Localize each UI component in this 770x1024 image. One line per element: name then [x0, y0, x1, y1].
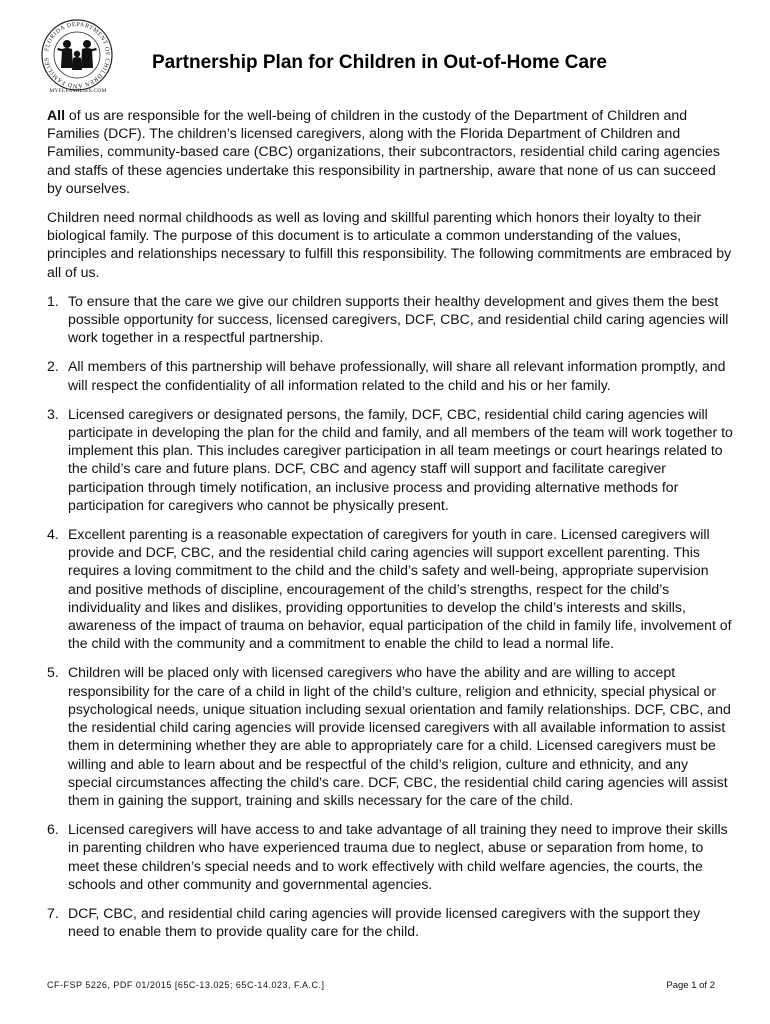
commitments-list [47, 292, 733, 941]
form-identifier: CF-FSP 5226, PDF 01/2015 [65C-13.025; 65C-14.023, F.A.C.] [47, 980, 325, 990]
page-number: Page 1 of 2 [666, 980, 715, 991]
svg-text:FLORIDA DEPARTMENT OF CHILDREN: FLORIDA DEPARTMENT OF CHILDREN AND FAMILIES [44, 21, 111, 89]
item-text: Licensed caregivers or designated persons, the family, DCF, CBC, residential child caring agencies will participate in developing the plan for the child and family, and all members of the team will work together to implement this plan. This includes caregiver participation in all team meetings or court hearings related to the child’s care and future plans. DCF, CBC and agency staff will support and facilitate caregiver participation through timely notification, an inclusive process and providing alternative methods for participation for caregivers who cannot be physically present. [68, 405, 733, 513]
item-number: 4. [47, 526, 59, 543]
intro-lead-word: All [47, 107, 66, 123]
intro-paragraph-1-text: of us are responsible for the well-being of children in the custody of the Department of Children and Families (DCF). The children’s licensed caregivers, along with the Florida Department of Children and Families, community-based care (CBC) organizations, their subcontractors, residential child caring agencies and staffs of these agencies undertake this responsibility in partnership, aware that none of us can succeed by ourselves. [47, 107, 720, 196]
item-number: 7. [47, 904, 59, 921]
intro-paragraph-2: Children need normal childhoods as well as loving and skillful parenting which honors their loyalty to their biological family. The purpose of this document is to articulate a common understanding of the values, principles and relationships necessary to fulfill this responsibility. The following commitments are embraced by all of us. [47, 209, 732, 280]
item-text: Licensed caregivers will have access to and take advantage of all training they need to improve their skills in parenting children who have experienced trauma due to neglect, abuse or separation from home, to meet these children’s special needs and to work effectively with child welfare agencies, the courts, the schools and other community and governmental agencies. [68, 821, 728, 892]
item-text: All members of this partnership will behave professionally, will share all relevant information promptly, and will respect the confidentiality of all information related to the child and his or her family. [68, 358, 726, 393]
item-number: 3. [47, 405, 59, 422]
dcf-seal-logo [40, 18, 114, 92]
intro-paragraph-1 [47, 106, 733, 197]
commitment-item [47, 820, 733, 893]
commitment-item [47, 292, 733, 347]
commitment-item [47, 405, 733, 514]
item-text: DCF, CBC, and residential child caring agencies will provide licensed caregivers with the support they need to enable them to provide quality care for the child. [68, 904, 701, 940]
commitment-item [47, 663, 733, 809]
item-number: 1. [47, 292, 59, 309]
item-number: 2. [47, 358, 59, 375]
item-number: 5. [47, 664, 59, 681]
item-text: To ensure that the care we give our children supports their healthy development and gives them the best possible opportunity for success, licensed caregivers, DCF, CBC, and residential child caring agencies will work together in a respectful partnership. [68, 292, 729, 346]
item-text: Children will be placed only with licensed caregivers who have the ability and are willing to accept responsibility for the care of a child in light of the child’s culture, religion and ethnicity, special physical or psychological needs, unique situation including sexual orientation and family relationships. DCF, CBC, and the residential child caring agencies will provide licensed caregivers with all available information to assist them in determining whether they are able to appropriately care for a child. Licensed caregivers must be willing and able to learn about and be respectful of the child’s religion, culture and ethnicity, and any special circumstances affecting the child's care. DCF, CBC, the residential child caring agencies will assist them in gaining the support, training and skills necessary for the care of the child. [68, 664, 731, 808]
logo-url: MYFLFAMILIES.COM [49, 88, 107, 94]
commitment-item [47, 904, 733, 940]
commitment-item [47, 525, 733, 652]
item-number: 6. [47, 821, 59, 838]
item-text: Excellent parenting is a reasonable expectation of caregivers for youth in care. Licensed caregivers will provide and DCF, CBC, and the residential child caring agencies will support excellent parenting. This requires a loving commitment to the child and the child’s safety and well-being, appropriate supervision and positive methods of discipline, encouragement of the child’s strengths, respect for the child’s individuality and likes and dislikes, providing opportunities to develop the child’s interests and skills, awareness of the impact of trauma on behavior, equal participation of the child in family life, involvement of the child with the community and a commitment to enable the child to lead a normal life. [68, 526, 732, 652]
page-title: Partnership Plan for Children in Out-of-Home Care [152, 52, 607, 73]
family-figures-icon [57, 40, 97, 70]
document-body [47, 106, 733, 951]
commitment-item [47, 357, 733, 393]
